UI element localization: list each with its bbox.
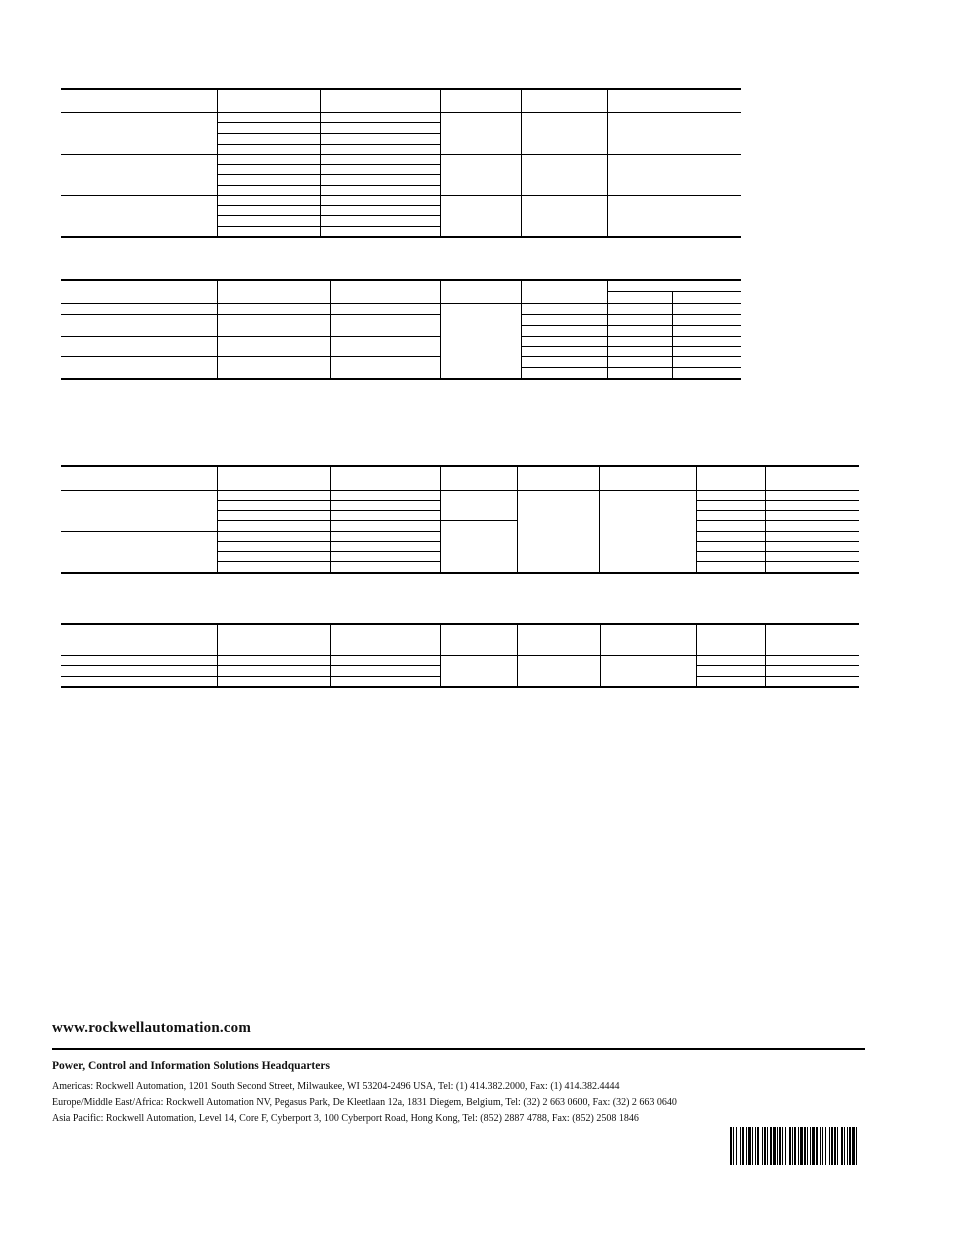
table-rule	[61, 676, 440, 677]
table-rule	[521, 336, 741, 337]
table-column-divider	[672, 291, 673, 379]
table-rule	[61, 303, 741, 304]
table-rule	[521, 356, 741, 357]
table-column-divider	[696, 624, 697, 687]
table-rule	[217, 205, 440, 206]
table-column-divider	[517, 624, 518, 687]
table-rule	[217, 551, 440, 552]
table-column-divider	[517, 466, 518, 573]
table-rule	[696, 520, 859, 521]
headquarters-title: Power, Control and Information Solutions Headquarters	[52, 1060, 330, 1072]
table-rule	[61, 623, 859, 625]
table-rule	[61, 378, 741, 380]
table-rule	[217, 541, 440, 542]
table-rule	[696, 541, 859, 542]
table-rule	[217, 500, 440, 501]
footer-divider	[52, 1048, 865, 1050]
table-rule	[217, 164, 440, 165]
table-rule	[217, 133, 440, 134]
table-rule	[217, 144, 440, 145]
table-rule	[61, 531, 440, 532]
americas-address: Americas: Rockwell Automation, 1201 South Second Street, Milwaukee, WI 53204-2496 USA, Tel: (1) 414.382.2000, Fax: (1) 414.382.4444	[52, 1081, 620, 1092]
table-rule	[217, 510, 440, 511]
table-rule	[521, 325, 741, 326]
table-rule	[61, 154, 741, 155]
table-column-divider	[217, 89, 218, 237]
barcode-icon	[730, 1127, 918, 1165]
table-rule	[61, 465, 859, 467]
table-rule	[217, 226, 440, 227]
table-rule	[696, 551, 859, 552]
table-rule	[696, 561, 859, 562]
table-rule	[61, 336, 441, 337]
table-rule	[61, 572, 859, 574]
table-rule	[521, 314, 741, 315]
table-column-divider	[607, 89, 608, 237]
table-column-divider	[440, 89, 441, 237]
table-rule	[696, 665, 859, 666]
website-link[interactable]: www.rockwellautomation.com	[52, 1020, 252, 1036]
table-rule	[217, 174, 440, 175]
table-column-divider	[217, 624, 218, 687]
table-rule	[521, 346, 741, 347]
table-rule	[61, 655, 859, 656]
table-rule	[521, 367, 741, 368]
table-column-divider	[440, 466, 441, 573]
asia-pacific-address: Asia Pacific: Rockwell Automation, Level 14, Core F, Cyberport 3, 100 Cyberport Road, Hong Kong, Tel: (852) 2887 4788, Fax: (852) 2508 1846	[52, 1113, 639, 1124]
emea-address: Europe/Middle East/Africa: Rockwell Automation NV, Pegasus Park, De Kleetlaan 12a, 1831 Diegem, Belgium, Tel: (32) 2 663 0600, Fax: (32) 2 663 0640	[52, 1097, 677, 1108]
table-column-divider	[217, 466, 218, 573]
table-column-divider	[217, 280, 218, 379]
table-column-divider	[521, 280, 522, 379]
table-column-divider	[330, 624, 331, 687]
table-column-divider	[765, 624, 766, 687]
table-rule	[61, 686, 859, 688]
table-column-divider	[696, 466, 697, 573]
table-column-divider	[607, 280, 608, 379]
table-rule	[61, 88, 741, 90]
table-rule	[696, 510, 859, 511]
table-rule	[217, 122, 440, 123]
table-rule	[217, 561, 440, 562]
table-rule	[61, 665, 440, 666]
table-rule	[61, 490, 859, 491]
table-rule	[217, 215, 440, 216]
table-column-divider	[330, 280, 331, 379]
table-rule	[217, 185, 440, 186]
table-rule	[696, 531, 859, 532]
table-rule	[61, 279, 741, 281]
table-column-divider	[599, 466, 600, 573]
table-column-divider	[330, 466, 331, 573]
table-rule	[61, 356, 441, 357]
table-column-divider	[440, 280, 441, 379]
table-rule	[61, 112, 741, 113]
table-rule	[696, 676, 859, 677]
table-column-divider	[765, 466, 766, 573]
table-rule	[61, 236, 741, 238]
table-column-divider	[600, 624, 601, 687]
table-rule	[61, 314, 441, 315]
table-column-divider	[320, 89, 321, 237]
table-column-divider	[521, 89, 522, 237]
table-rule	[61, 195, 741, 196]
table-column-divider	[440, 624, 441, 687]
table-rule	[607, 291, 741, 292]
table-rule	[696, 500, 859, 501]
table-rule	[217, 520, 517, 521]
